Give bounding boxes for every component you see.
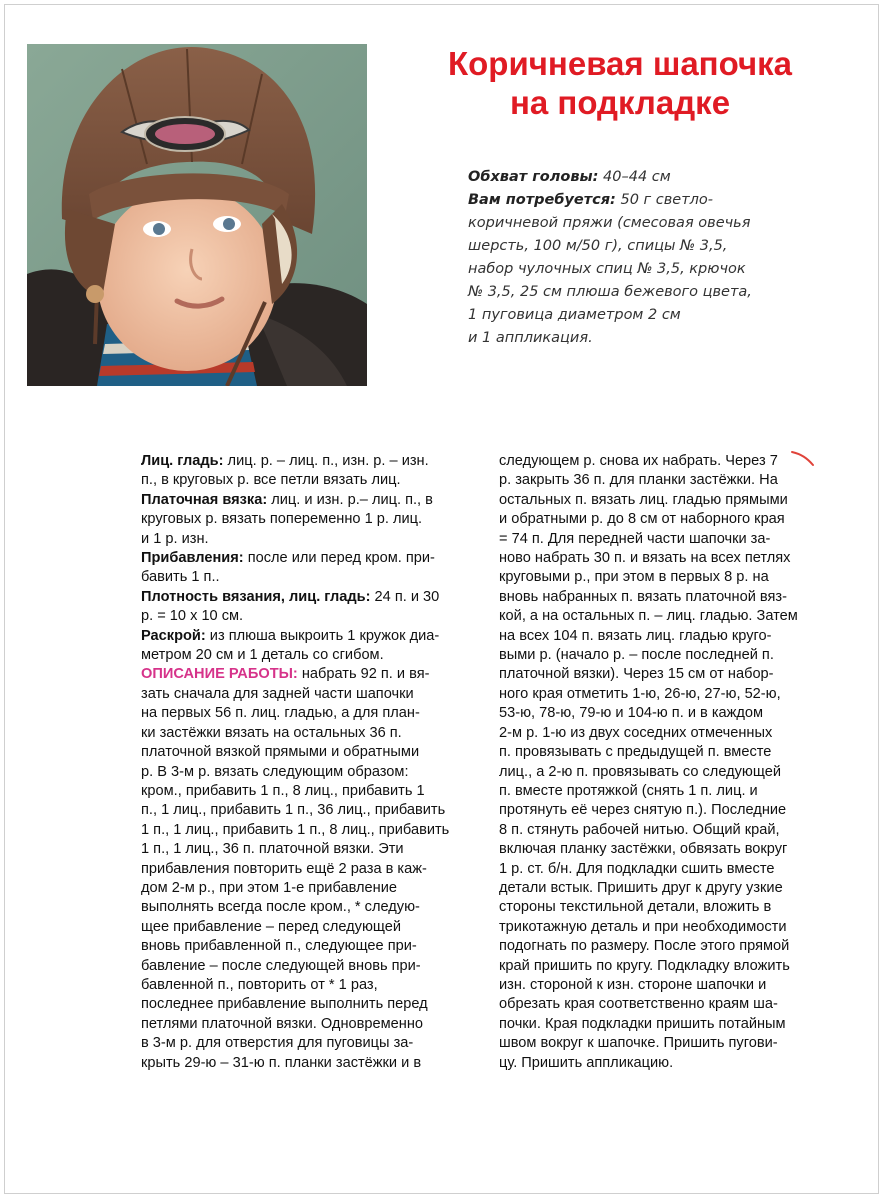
text-line: платочной вязки). Через 15 см от набор- (499, 666, 774, 683)
text-line: метром 20 см и 1 деталь со сгибом. (141, 647, 384, 664)
materials-line-0 (468, 189, 788, 212)
text-line: выми р. (начало р. – после последней п. (499, 647, 774, 664)
text-line: на всех 104 п. вязать лиц. гладью круго- (499, 627, 772, 644)
head-size-value: 40–44 см (603, 169, 671, 185)
text-line: бавленной п., повторить от * 1 раз, (141, 976, 378, 993)
text-line: выполнять всегда после кром., * следую- (141, 899, 420, 916)
text-line: детали встык. Пришить друг к другу узкие (499, 879, 783, 896)
text-line: бавить 1 п.. (141, 569, 220, 586)
text-line: п. вместе протяжкой (снять 1 п. лиц. и (499, 782, 758, 799)
text-line: стороны текстильной детали, вложить в (499, 899, 772, 916)
text-line: дом 2-м р., при этом 1-е прибавление (141, 879, 397, 896)
text: набрать 92 п. и вя- (297, 666, 430, 683)
text-line: вновь прибавленной п., следующее при- (141, 938, 417, 955)
text: лиц. р. – лиц. п., изн. р. – изн. (223, 453, 429, 469)
materials-text: 50 г светло- (620, 192, 714, 208)
section-label: Прибавления: (141, 550, 244, 567)
text-line: 1 р. ст. б/н. Для подкладки сшить вместе (499, 860, 775, 877)
text-line: зать сначала для задней части шапочки (141, 685, 414, 702)
text-line: круговых р. вязать попеременно 1 р. лиц. (141, 511, 423, 528)
text: после или перед кром. при- (243, 550, 435, 567)
text-line: трикотажную деталь и при необходимости (499, 918, 787, 935)
text-line: и 1 р. изн. (141, 530, 209, 547)
section-label: Плотность вязания, лиц. гладь: (141, 588, 371, 605)
text-line (141, 665, 461, 684)
text-line: кром., прибавить 1 п., 8 лиц., прибавить 1 (141, 782, 425, 799)
instructions-right-column (499, 452, 824, 1073)
text-line: изн. стороной к изн. стороне шапочки и (499, 976, 767, 993)
text-line: 1 п., 1 лиц., прибавить 1 п., 8 лиц., прибавить (141, 821, 450, 838)
pen-mark-icon (789, 448, 823, 470)
text-line: протянуть её через снятую п.). Последние (499, 802, 787, 819)
text-line: р. В 3-м р. вязать следующим образом: (141, 763, 409, 780)
text-line: лиц., а 2-ю п. провязывать со следующей (499, 763, 781, 780)
text-line: кой, а на остальных п. – лиц. гладью. Затем (499, 608, 798, 625)
text-line: р. закрыть 36 п. для планки застёжки. На (499, 472, 778, 489)
text-line (141, 627, 461, 646)
text-line: р. = 10 х 10 см. (141, 608, 244, 625)
instructions-left-column (141, 452, 461, 1073)
text-line (141, 549, 461, 568)
text-line (141, 452, 461, 471)
text-line: 2-м р. 1-ю из двух соседних отмеченных (499, 724, 773, 741)
text-line: включая планку застёжки, обвязать вокруг (499, 841, 788, 858)
text-line: на первых 56 п. лиц. гладью, а для план- (141, 705, 420, 722)
title-line-2: на подкладке (509, 84, 731, 121)
text-line: круговыми р., при этом в первых 8 р. на (499, 569, 769, 586)
text: из плюша выкроить 1 кружок диа- (205, 627, 440, 644)
text-line: 8 п. стянуть рабочей нитью. Общий край, (499, 821, 780, 838)
text-line: цу. Пришить аппликацию. (499, 1054, 674, 1071)
text-line: подогнать по размеру. После этого прямой (499, 938, 790, 955)
text-line: вновь набранных п. вязать платочной вяз- (499, 588, 787, 605)
text-line: последнее прибавление выполнить перед (141, 996, 428, 1013)
text-line: ново набрать 30 п. и вязать на всех петлях (499, 550, 791, 567)
text-line: петлями платочной вязки. Одновременно (141, 1015, 423, 1032)
materials-label: Вам потребуется: (468, 192, 616, 208)
text-line: ки застёжки вязать на остальных 36 п. (141, 724, 402, 741)
text-line: почки. Края подкладки пришить потайным (499, 1015, 786, 1032)
text-line: край пришить по кругу. Подкладку вложить (499, 957, 790, 974)
text-line: платочной вязкой прямыми и обратными (141, 744, 420, 761)
materials-line: и 1 аппликация. (468, 330, 593, 346)
text-line (141, 491, 461, 510)
section-label: Раскрой: (141, 627, 206, 644)
head-size-label: Обхват головы: (468, 169, 599, 185)
text-line (141, 588, 461, 607)
text-line: п., в круговых р. все петли вязать лиц. (141, 472, 401, 489)
text-line: п. провязывать с предыдущей п. вместе (499, 744, 772, 761)
text-line: крыть 29-ю – 31-ю п. планки застёжки и в (141, 1054, 422, 1071)
text-line: прибавления повторить ещё 2 раза в каж- (141, 860, 427, 877)
text: лиц. и изн. р.– лиц. п., в (267, 491, 433, 508)
materials-line: коричневой пряжи (смесовая овечья (468, 215, 751, 231)
text-line: остальных п. вязать лиц. гладью прямыми (499, 491, 788, 508)
text: 24 п. и 30 (370, 588, 440, 605)
title-line-1: Коричневая шапочка (448, 45, 792, 82)
article-title (395, 44, 845, 122)
text-line: щее прибавление – перед следующей (141, 918, 402, 935)
text-line: в 3-м р. для отверстия для пуговицы за- (141, 1035, 414, 1052)
text-line: п., 1 лиц., прибавить 1 п., 36 лиц., прибавить (141, 802, 446, 819)
materials-line: шерсть, 100 м/50 г), спицы № 3,5, (468, 238, 728, 254)
materials-line: 1 пуговица диаметром 2 см (468, 307, 681, 323)
text-line: бавление – после следующей вновь при- (141, 957, 421, 974)
materials-line: набор чулочных спиц № 3,5, крючок (468, 261, 746, 277)
head-size-line (468, 166, 788, 189)
section-label: Платочная вязка: (141, 491, 268, 508)
text-line: 53-ю, 78-ю, 79-ю и 104-ю п. и в каждом (499, 705, 764, 722)
text-line: и обратными р. до 8 см от наборного края (499, 511, 785, 528)
text-line: следующем р. снова их набрать. Через 7 (499, 453, 778, 469)
text-line: швом вокруг к шапочке. Пришить пугови- (499, 1035, 778, 1052)
text-line: 1 п., 1 лиц., 36 п. платочной вязки. Эти (141, 841, 404, 858)
text-line: = 74 п. Для передней части шапочки за- (499, 530, 771, 547)
specs-block (468, 166, 788, 350)
product-photo (27, 44, 367, 386)
section-label: Лиц. гладь: (141, 453, 224, 469)
text-line: обрезать края соответственно краям ша- (499, 996, 778, 1013)
work-description-label: ОПИСАНИЕ РАБОТЫ: (141, 666, 298, 683)
text-line: ного края отметить 1-ю, 26-ю, 27-ю, 52-ю, (499, 685, 781, 702)
materials-line: № 3,5, 25 см плюша бежевого цвета, (468, 284, 752, 300)
